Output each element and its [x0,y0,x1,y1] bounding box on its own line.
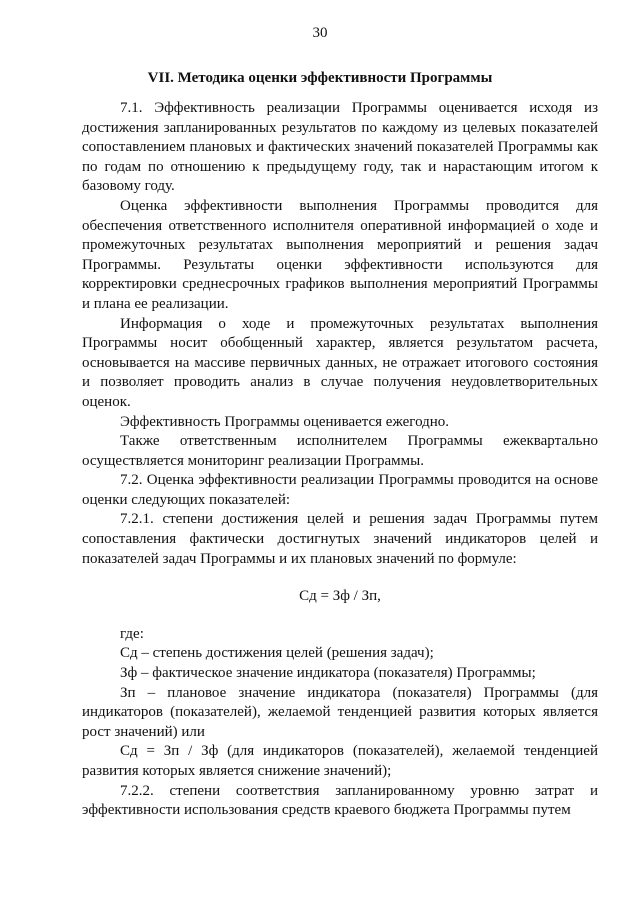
paragraph: 7.2.2. степени соответствия запланированному уровню затрат и эффективности использования средств краевого бюджета Программы путем [82,782,598,819]
formula-where: где: [120,625,144,642]
definition-item: Сд – степень достижения целей (решения задач); [120,645,434,662]
paragraph: 7.1. Эффективность реализации Программы оценивается исходя из достижения запланированных результатов по каждому из целевых показателей сопоставлением плановых и фактических значений показателей Программы как по годам по отношению к предыдущему году, так и нарастающим итогом к базовому году. [82,100,598,195]
paragraph: Также ответственным исполнителем Программы ежеквартально осуществляется мониторинг реализации Программы. [82,433,598,469]
paragraph: 7.2.1. степени достижения целей и решения задач Программы путем сопоставления фактически достигнутых значений индикаторов целей и показателей задач Программы и их плановых значений по формуле: [82,511,598,567]
body-text [82,99,598,821]
paragraph: Информация о ходе и промежуточных результатах выполнения Программы носит обобщенный характер, является результатом расчета, основывается на массиве первичных данных, не отражает итогового состояния и позволяет проводить анализ в случае получения неудовлетворительных оценок. [82,315,598,410]
definition-item: Зф – фактическое значение индикатора (показателя) Программы; [120,665,536,682]
paragraph: Оценка эффективности выполнения Программы проводится для обеспечения ответственного исполнителя оперативной информацией о ходе и промежуточных результатах выполнения мероприятий и решения задач Программы. Результаты оценки эффективности используются для корректировки среднесрочных графиков выполнения мероприятий Программы и плана ее реализации. [82,197,598,312]
paragraph: Эффективность Программы оценивается ежегодно. [120,413,450,430]
section-heading: VII. Методика оценки эффективности Программы [147,70,493,86]
definition-item: Сд = Зп / Зф (для индикаторов (показателей), желаемой тенденцией развития которых является снижение значений); [82,743,598,779]
paragraph: 7.2. Оценка эффективности реализации Программы проводится на основе оценки следующих показателей: [82,472,598,508]
definition-item: Зп – плановое значение индикатора (показателя) Программы (для индикаторов (показателей), желаемой тенденцией развития которых является рост значений) или [82,684,598,740]
page-number: 30 [312,25,328,41]
formula: Сд = Зф / Зп, [299,588,381,605]
